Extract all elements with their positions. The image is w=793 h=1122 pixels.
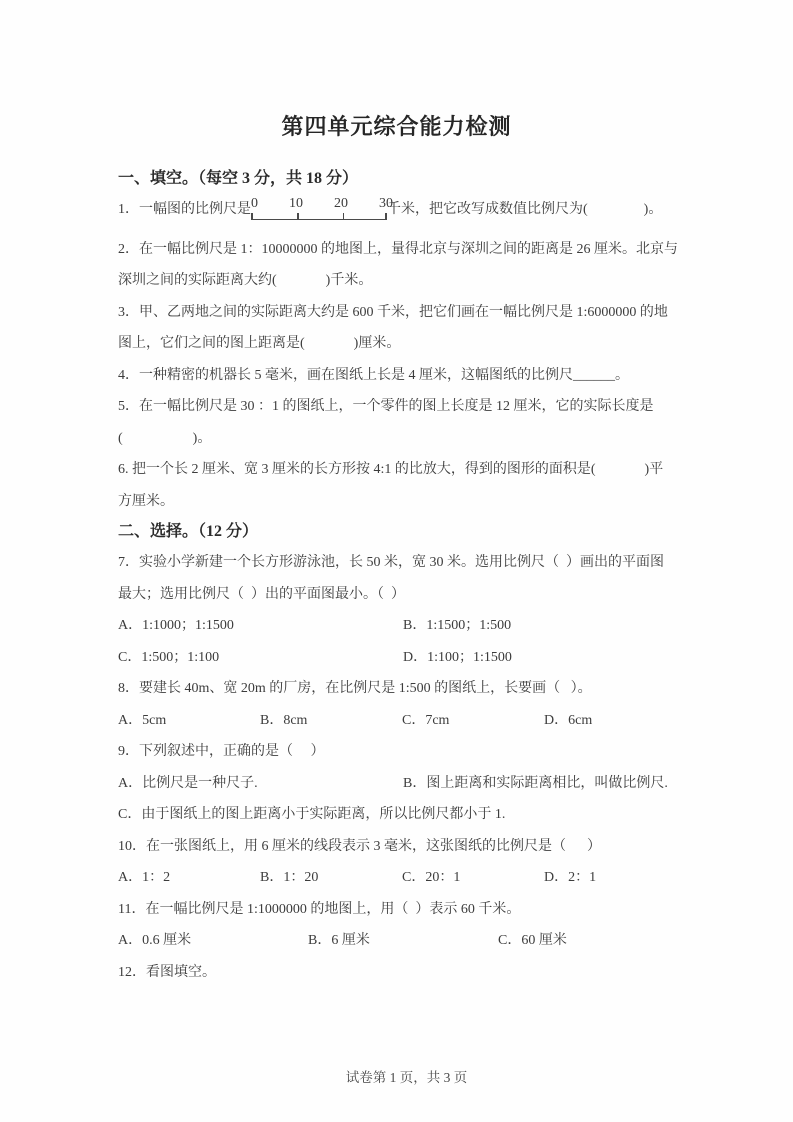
scale-bar-line [251, 213, 387, 220]
section-2-heading: 二、选择。（12 分） [118, 523, 259, 540]
question-12: 12．看图填空。 [118, 964, 216, 980]
question-7-options-row2 [118, 642, 695, 674]
question-8-options-row [118, 705, 695, 737]
scale-bar-tick-3 [385, 213, 387, 220]
scale-bar-label-20: 20 [334, 196, 348, 211]
question-7-option-b: B．1:1500；1:500 [403, 618, 512, 633]
question-3-line1: 3．甲、乙两地之间的实际距离大约是 600 千米，把它们画在一幅比例尺是 1:6000000 的地 [118, 304, 668, 320]
question-1-suffix: 千米，把它改写成数值比例尺为( )。 [387, 202, 663, 217]
question-5-line2: ( )。 [118, 430, 212, 446]
scale-bar-tick-2 [343, 213, 345, 220]
question-10: 10．在一张图纸上，用 6 厘米的线段表示 3 毫米，这张图纸的比例尺是（ ） [118, 838, 601, 854]
question-4: 4．一种精密的机器长 5 毫米，画在图纸上长是 4 厘米，这幅图纸的比例尺______。 [118, 367, 629, 383]
question-10-option-a: A．1：2 [118, 870, 171, 885]
question-11-options-row [118, 925, 695, 957]
question-11-option-b: B．6 厘米 [308, 933, 370, 948]
question-8: 8．要建长 40m、宽 20m 的厂房，在比例尺是 1:500 的图纸上，长要画（ ）。 [118, 681, 592, 696]
question-8-option-c: C．7cm [402, 712, 450, 728]
question-9-option-a: A．比例尺是一种尺子. [118, 775, 258, 791]
question-2-line2: 深圳之间的实际距离大约( )千米。 [118, 273, 373, 288]
question-8-option-b: B．8cm [260, 712, 308, 728]
scale-bar-tick-0 [251, 213, 253, 220]
question-7-line2: 最大；选用比例尺（ ）出的平面图最小。（ ） [118, 586, 405, 602]
scale-bar-diagram [251, 196, 393, 221]
question-8-option-a: A．5cm [118, 712, 167, 728]
question-7-option-d: D．1:100；1:1500 [403, 649, 512, 665]
scale-bar-tick-1 [297, 213, 299, 220]
page-title: 第四单元综合能力检测 [281, 114, 512, 139]
question-7-option-a: A．1:1000；1:1500 [118, 618, 234, 633]
question-8-option-d: D．6cm [544, 712, 593, 728]
question-11-option-a: A．0.6 厘米 [118, 933, 192, 948]
section-1-heading: 一、填空。（每空 3 分，共 18 分） [118, 170, 359, 187]
question-9-option-c: C．由于图纸上的图上距离小于实际距离，所以比例尺都小于 1. [118, 807, 506, 822]
question-7-option-c: C．1:500；1:100 [118, 649, 220, 665]
question-7-line1: 7．实验小学新建一个长方形游泳池，长 50 米，宽 30 米。选用比例尺（ ）画出的平面图 [118, 555, 664, 570]
question-11-option-c: C．60 厘米 [498, 933, 567, 948]
question-9: 9．下列叙述中，正确的是（ ） [118, 744, 325, 759]
question-3-line2: 图上，它们之间的图上距离是( )厘米。 [118, 336, 401, 351]
page-footer: 试卷第 1 页，共 3 页 [345, 1070, 468, 1085]
question-1 [118, 194, 695, 226]
question-10-option-b: B．1：20 [260, 870, 319, 885]
scale-bar-label-30: 30 [379, 196, 393, 211]
scale-bar-label-10: 10 [289, 196, 303, 211]
question-9-option-b: B．图上距离和实际距离相比，叫做比例尺. [403, 775, 668, 791]
question-7-options-row1 [118, 610, 695, 642]
question-6-line2: 方厘米。 [118, 493, 174, 509]
scale-bar-labels [251, 195, 393, 213]
question-2-line1: 2．在一幅比例尺是 1：10000000 的地图上，量得北京与深圳之间的距离是 26 厘米。北京与 [118, 241, 678, 257]
question-9-options-row1 [118, 768, 695, 800]
question-11: 11．在一幅比例尺是 1:1000000 的地图上，用（ ）表示 60 千米。 [118, 901, 521, 917]
question-10-options-row [118, 862, 695, 894]
paper-content [118, 164, 695, 988]
question-5-line1: 5．在一幅比例尺是 30 ：1 的图纸上，一个零件的图上长度是 12 厘米，它的实际长度是 [118, 399, 654, 414]
question-6-line1: 6. 把一个长 2 厘米、宽 3 厘米的长方形按 4:1 的比放大，得到的图形的面积是( )平 [118, 462, 664, 477]
scale-bar-label-0: 0 [251, 196, 258, 211]
question-1-prefix: 1．一幅图的比例尺是 [118, 202, 251, 217]
question-10-option-c: C．20：1 [402, 870, 461, 885]
question-10-option-d: D．2：1 [544, 870, 597, 885]
